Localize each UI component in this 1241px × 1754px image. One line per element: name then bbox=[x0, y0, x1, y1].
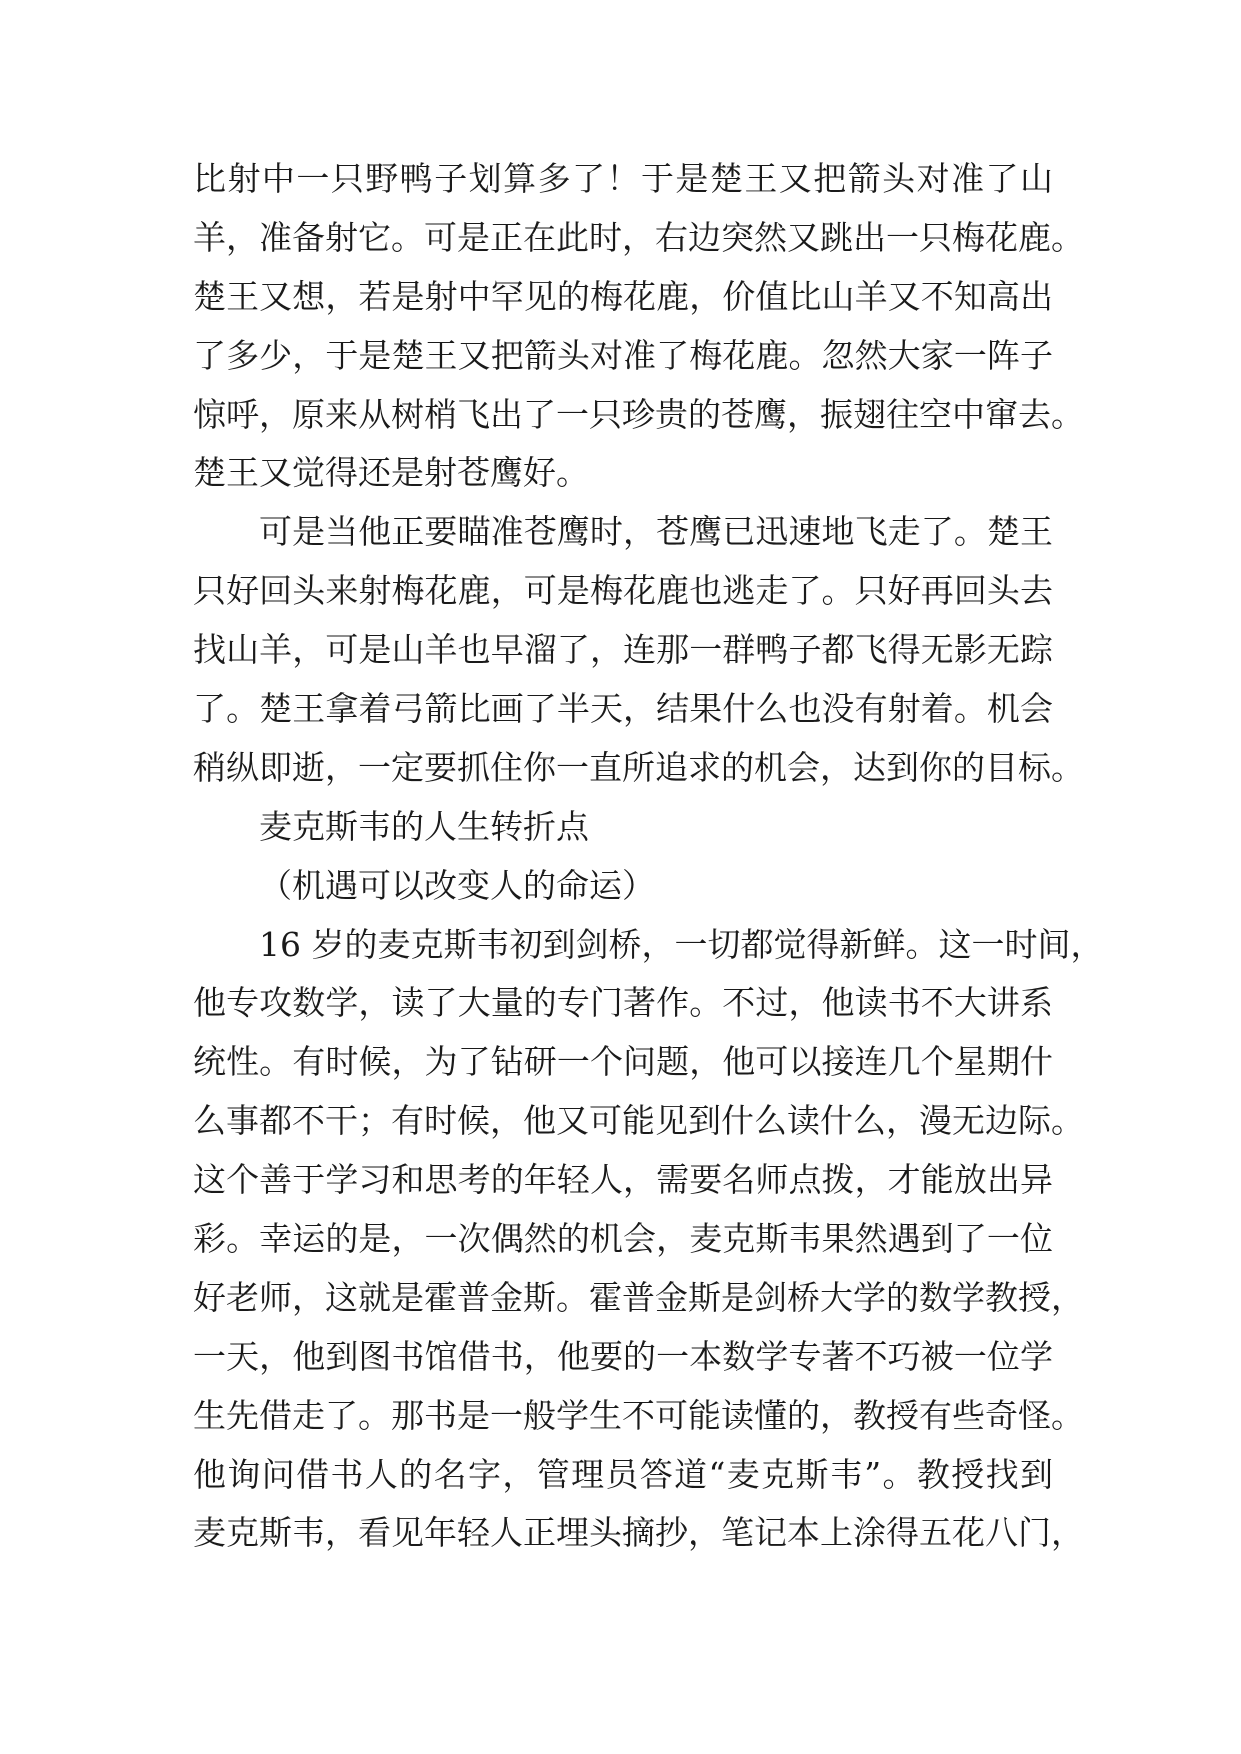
text-line: 了多少，于是楚王又把箭头对准了梅花鹿。忽然大家一阵子 bbox=[193, 335, 1053, 375]
text-line: 麦克斯韦，看见年轻人正埋头摘抄，笔记本上涂得五花八门， bbox=[193, 1513, 1084, 1553]
text-line: 彩。幸运的是，一次偶然的机会，麦克斯韦果然遇到了一位 bbox=[193, 1219, 1053, 1259]
text-line: 找山羊，可是山羊也早溜了，连那一群鸭子都飞得无影无踪 bbox=[193, 630, 1053, 670]
paragraph-first-line: 可是当他正要瞄准苍鹰时，苍鹰已迅速地飞走了。楚王 bbox=[259, 512, 1053, 552]
text-line: 只好回头来射梅花鹿，可是梅花鹿也逃走了。只好再回头去 bbox=[193, 571, 1053, 611]
text-line: 稍纵即逝，一定要抓住你一直所追求的机会，达到你的目标。 bbox=[193, 747, 1084, 787]
paragraph-first-line: 16 岁的麦克斯韦初到剑桥，一切都觉得新鲜。这一时间， bbox=[259, 924, 1104, 964]
text-line: 他专攻数学，读了大量的专门著作。不过，他读书不大讲系 bbox=[193, 983, 1053, 1023]
text-line: 惊呼，原来从树梢飞出了一只珍贵的苍鹰，振翅往空中窜去。 bbox=[193, 394, 1084, 434]
text-line: 他询问借书人的名字，管理员答道“麦克斯韦”。教授找到 bbox=[193, 1454, 1053, 1494]
text-line: 一天，他到图书馆借书，他要的一本数学专著不巧被一位学 bbox=[193, 1336, 1053, 1376]
section-title: 麦克斯韦的人生转折点 bbox=[259, 806, 589, 846]
text-line: 了。楚王拿着弓箭比画了半天，结果什么也没有射着。机会 bbox=[193, 689, 1053, 729]
document-body bbox=[193, 150, 1104, 1563]
text-line: 这个善于学习和思考的年轻人，需要名师点拨，才能放出异 bbox=[193, 1160, 1053, 1200]
text-line: 比射中一只野鸭子划算多了！于是楚王又把箭头对准了山 bbox=[193, 159, 1053, 198]
text-line: 好老师，这就是霍普金斯。霍普金斯是剑桥大学的数学教授， bbox=[193, 1277, 1084, 1317]
text-line: 羊，准备射它。可是正在此时，右边突然又跳出一只梅花鹿。 bbox=[193, 217, 1084, 257]
section-subtitle: （机遇可以改变人的命运） bbox=[259, 865, 655, 905]
text-line: 生先借走了。那书是一般学生不可能读懂的，教授有些奇怪。 bbox=[193, 1395, 1084, 1435]
text-line: 楚王又想，若是射中罕见的梅花鹿，价值比山羊又不知高出 bbox=[193, 276, 1053, 316]
text-line: 楚王又觉得还是射苍鹰好。 bbox=[193, 453, 589, 493]
text-line: 么事都不干；有时候，他又可能见到什么读什么，漫无边际。 bbox=[193, 1101, 1084, 1141]
text-line: 统性。有时候，为了钻研一个问题，他可以接连几个星期什 bbox=[193, 1042, 1053, 1082]
